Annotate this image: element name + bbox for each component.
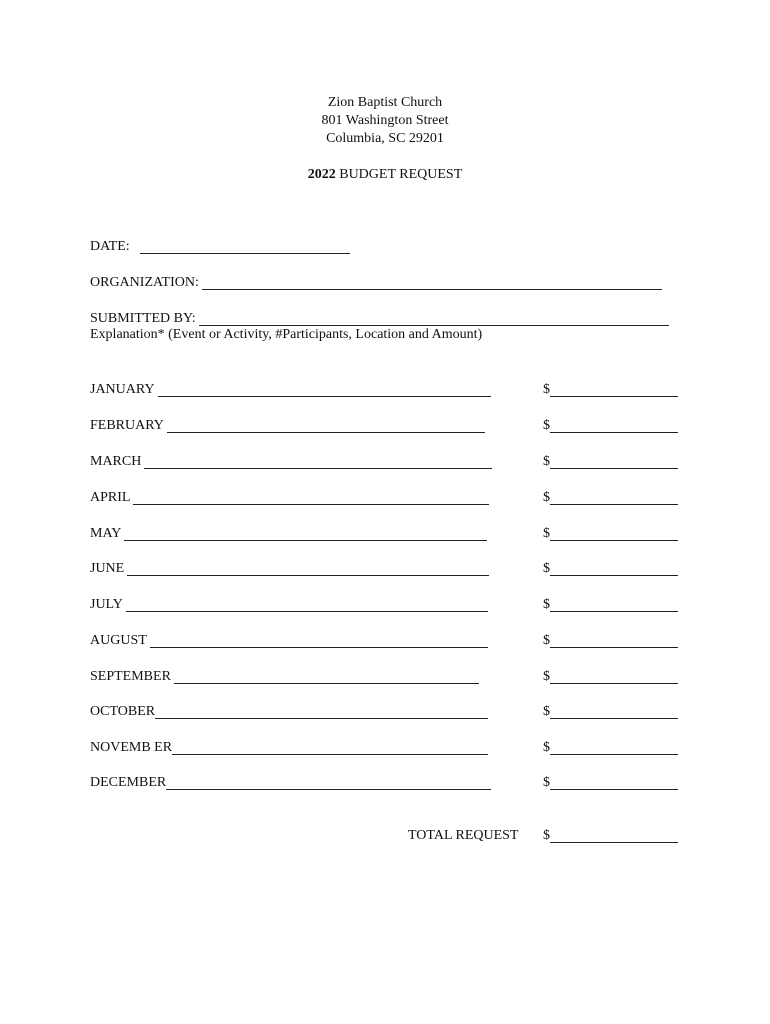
amount-row-november [543, 737, 678, 757]
total-request-row [543, 825, 678, 845]
month-label: MAY [90, 526, 122, 541]
dollar-sign: $ [543, 633, 550, 648]
submitted-by-row [90, 308, 669, 328]
dollar-sign: $ [543, 669, 550, 684]
month-explanation-field[interactable] [124, 526, 487, 541]
organization-label: ORGANIZATION: [90, 275, 199, 290]
month-row-april [90, 487, 489, 507]
month-row-september [90, 666, 479, 686]
month-explanation-field[interactable] [166, 775, 491, 790]
month-label: MARCH [90, 454, 142, 469]
month-explanation-field[interactable] [155, 704, 488, 719]
month-label: JULY [90, 597, 123, 612]
month-explanation-field[interactable] [158, 382, 491, 397]
month-row-december [90, 772, 491, 792]
amount-field[interactable] [550, 382, 678, 397]
dollar-sign: $ [543, 775, 550, 790]
month-row-october [90, 701, 488, 721]
month-row-june [90, 558, 489, 578]
amount-row-august [543, 630, 678, 650]
amount-row-may [543, 523, 678, 543]
month-label: JANUARY [90, 382, 155, 397]
church-street: 801 Washington Street [321, 113, 449, 128]
month-explanation-field[interactable] [172, 740, 488, 755]
amount-row-april [543, 487, 678, 507]
dollar-sign: $ [543, 828, 550, 843]
amount-field[interactable] [550, 526, 678, 541]
month-explanation-field[interactable] [167, 418, 485, 433]
month-explanation-field[interactable] [133, 490, 489, 505]
month-row-may [90, 523, 487, 543]
dollar-sign: $ [543, 704, 550, 719]
amount-row-march [543, 451, 678, 471]
month-row-july [90, 594, 488, 614]
church-name: Zion Baptist Church [327, 95, 443, 110]
submitted-by-field[interactable] [199, 311, 669, 326]
submitted-by-label: SUBMITTED BY: [90, 311, 196, 326]
month-label: AUGUST [90, 633, 147, 648]
organization-field[interactable] [202, 275, 662, 290]
dollar-sign: $ [543, 740, 550, 755]
amount-field[interactable] [550, 597, 678, 612]
month-explanation-field[interactable] [150, 633, 488, 648]
amount-field[interactable] [550, 454, 678, 469]
total-request-label: TOTAL REQUEST [408, 828, 519, 843]
amount-row-july [543, 594, 678, 614]
month-row-february [90, 415, 485, 435]
amount-field[interactable] [550, 418, 678, 433]
dollar-sign: $ [543, 597, 550, 612]
amount-field[interactable] [550, 775, 678, 790]
amount-field[interactable] [550, 490, 678, 505]
month-row-march [90, 451, 492, 471]
dollar-sign: $ [543, 382, 550, 397]
amount-field[interactable] [550, 561, 678, 576]
dollar-sign: $ [543, 418, 550, 433]
dollar-sign: $ [543, 454, 550, 469]
form-title-text: BUDGET REQUEST [339, 167, 463, 182]
amount-field[interactable] [550, 633, 678, 648]
month-label: NOVEMB ER [90, 740, 173, 755]
month-label: DECEMBER [90, 775, 167, 790]
month-label: OCTOBER [90, 704, 156, 719]
month-label: APRIL [90, 490, 131, 505]
amount-field[interactable] [550, 740, 678, 755]
date-label: DATE: [90, 239, 130, 254]
dollar-sign: $ [543, 526, 550, 541]
form-title-year: 2022 [307, 167, 336, 182]
date-field[interactable] [140, 239, 350, 254]
amount-field[interactable] [550, 704, 678, 719]
month-explanation-field[interactable] [127, 561, 489, 576]
month-label: JUNE [90, 561, 125, 576]
amount-row-october [543, 701, 678, 721]
organization-row [90, 272, 662, 292]
amount-row-december [543, 772, 678, 792]
amount-row-june [543, 558, 678, 578]
amount-row-september [543, 666, 678, 686]
dollar-sign: $ [543, 490, 550, 505]
month-label: SEPTEMBER [90, 669, 171, 684]
month-row-november [90, 737, 488, 757]
month-label: FEBRUARY [90, 418, 164, 433]
church-city-state-zip: Columbia, SC 29201 [326, 131, 444, 146]
total-request-label-wrap [408, 825, 521, 845]
month-row-january [90, 379, 491, 399]
month-explanation-field[interactable] [174, 669, 479, 684]
amount-row-january [543, 379, 678, 399]
form-title [0, 166, 770, 184]
amount-field[interactable] [550, 669, 678, 684]
month-row-august [90, 630, 488, 650]
explanation-note: Explanation* (Event or Activity, #Participants, Location and Amount) [90, 327, 483, 342]
date-row [90, 236, 350, 256]
month-explanation-field[interactable] [144, 454, 492, 469]
dollar-sign: $ [543, 561, 550, 576]
month-explanation-field[interactable] [126, 597, 488, 612]
total-request-field[interactable] [550, 828, 678, 843]
amount-row-february [543, 415, 678, 435]
